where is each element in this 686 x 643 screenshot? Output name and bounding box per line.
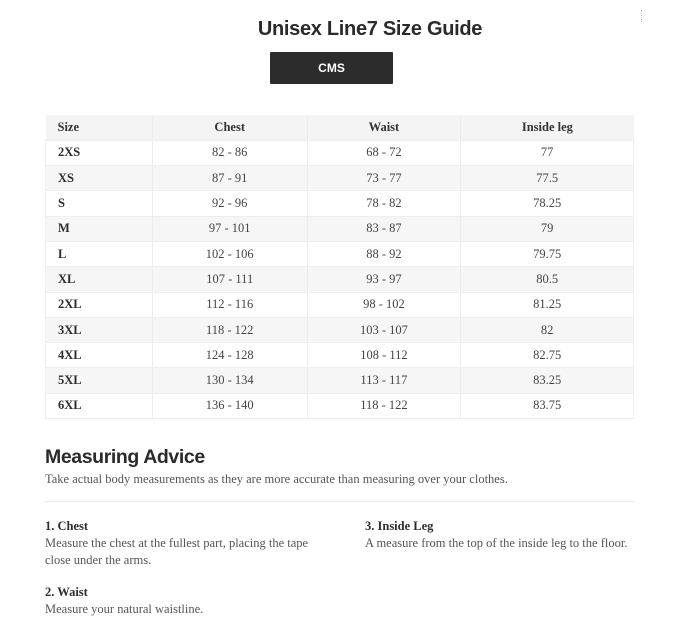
- cell-chest: 124 - 128: [152, 343, 307, 368]
- page-title: Unisex Line7 Size Guide: [257, 18, 483, 40]
- tip-title: 3. Inside Leg: [365, 519, 434, 533]
- cell-inside-leg: 79.75: [461, 241, 634, 266]
- cell-size: 5XL: [46, 368, 153, 393]
- cell-size: 3XL: [46, 317, 153, 342]
- cell-size: XS: [46, 166, 153, 191]
- table-row: [46, 317, 634, 342]
- cell-waist: 108 - 112: [307, 343, 461, 368]
- table-row: [46, 292, 634, 317]
- table-row: [46, 393, 634, 418]
- table-row: [46, 140, 634, 165]
- cell-size: S: [46, 191, 153, 216]
- cell-inside-leg: 82.75: [461, 343, 634, 368]
- cell-waist: 73 - 77: [307, 166, 461, 191]
- table-row: [46, 216, 634, 241]
- tip-title: 2. Waist: [45, 585, 88, 599]
- tip-text: Measure the chest at the fullest part, placing the tape close under the arms.: [45, 536, 309, 567]
- column-header-size: Size: [46, 115, 153, 140]
- cell-inside-leg: 78.25: [461, 191, 634, 216]
- cell-inside-leg: 82: [461, 317, 634, 342]
- tip-text: A measure from the top of the inside leg to the floor.: [365, 536, 628, 550]
- cell-chest: 82 - 86: [152, 140, 307, 165]
- table-header-row: [46, 115, 634, 140]
- unit-toggle-button[interactable]: CMS: [270, 52, 393, 84]
- cell-inside-leg: 77.5: [461, 166, 634, 191]
- cell-inside-leg: 79: [461, 216, 634, 241]
- cell-size: 6XL: [46, 393, 153, 418]
- cell-chest: 97 - 101: [152, 216, 307, 241]
- cell-waist: 88 - 92: [307, 241, 461, 266]
- cell-waist: 83 - 87: [307, 216, 461, 241]
- table-row: [46, 166, 634, 191]
- cell-inside-leg: 83.25: [461, 368, 634, 393]
- tip-text: Measure your natural waistline.: [45, 602, 204, 616]
- column-header-waist: Waist: [307, 115, 461, 140]
- cell-waist: 93 - 97: [307, 267, 461, 292]
- cell-inside-leg: 83.75: [461, 393, 634, 418]
- cell-waist: 103 - 107: [307, 317, 461, 342]
- cell-size: 4XL: [46, 343, 153, 368]
- size-table: [45, 115, 634, 419]
- cell-chest: 136 - 140: [152, 393, 307, 418]
- column-header-chest: Chest: [152, 115, 307, 140]
- cell-chest: 87 - 91: [152, 166, 307, 191]
- cell-waist: 68 - 72: [307, 140, 461, 165]
- cell-chest: 107 - 111: [152, 267, 307, 292]
- table-row: [46, 267, 634, 292]
- cell-size: L: [46, 241, 153, 266]
- cell-waist: 113 - 117: [307, 368, 461, 393]
- cell-inside-leg: 81.25: [461, 292, 634, 317]
- table-row: [46, 368, 634, 393]
- measuring-advice-intro: Take actual body measurements as they are more accurate than measuring over your clothes.: [45, 472, 508, 486]
- tip-title: 1. Chest: [45, 519, 89, 533]
- measuring-advice-heading: Measuring Advice: [45, 446, 205, 468]
- cell-inside-leg: 77: [461, 140, 634, 165]
- tip-inside-leg: [365, 518, 645, 552]
- cell-inside-leg: 80.5: [461, 267, 634, 292]
- cell-chest: 112 - 116: [152, 292, 307, 317]
- cell-chest: 102 - 106: [152, 241, 307, 266]
- cell-chest: 130 - 134: [152, 368, 307, 393]
- section-divider: [45, 501, 634, 502]
- cell-chest: 92 - 96: [152, 191, 307, 216]
- cell-waist: 98 - 102: [307, 292, 461, 317]
- cell-size: M: [46, 216, 153, 241]
- cell-waist: 78 - 82: [307, 191, 461, 216]
- column-header-inside-leg: Inside leg: [461, 115, 634, 140]
- table-row: [46, 343, 634, 368]
- cell-chest: 118 - 122: [152, 317, 307, 342]
- table-row: [46, 241, 634, 266]
- cell-size: XL: [46, 267, 153, 292]
- cell-waist: 118 - 122: [307, 393, 461, 418]
- tip-chest: [45, 518, 325, 569]
- cell-size: 2XL: [46, 292, 153, 317]
- cell-size: 2XS: [46, 140, 153, 165]
- tip-waist: [45, 584, 325, 618]
- table-row: [46, 191, 634, 216]
